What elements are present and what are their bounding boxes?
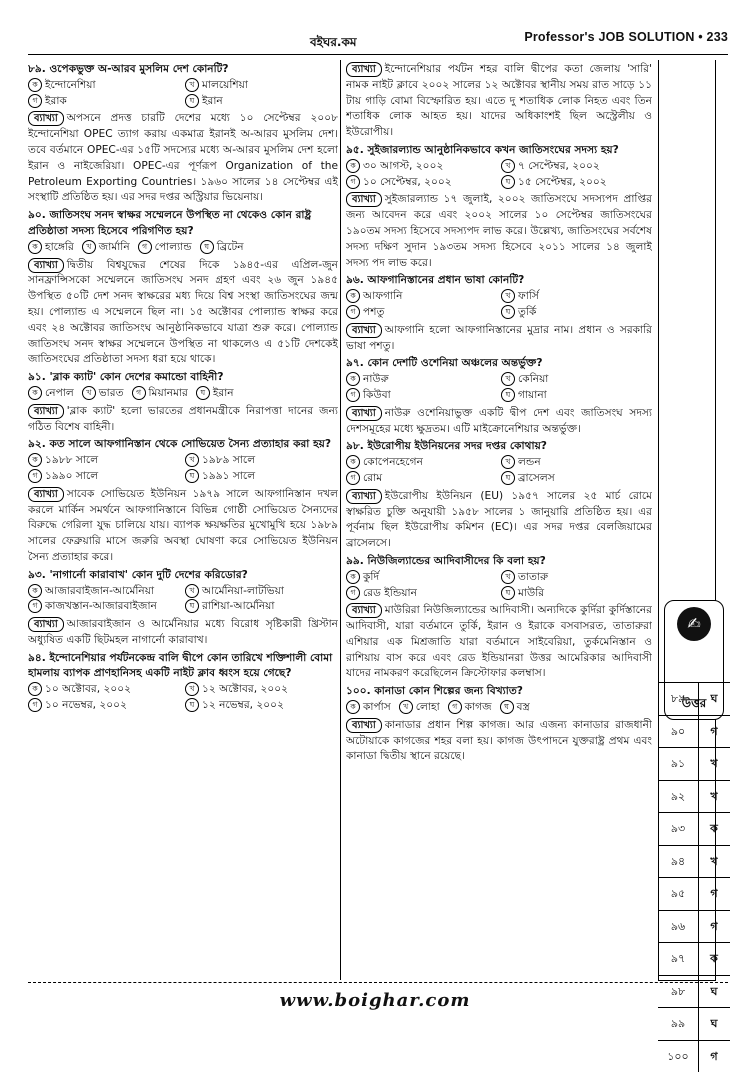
option-item bbox=[138, 240, 192, 256]
answer-number: ৯৯ bbox=[658, 1008, 699, 1040]
explanation-badge: ব্যাখ্যা bbox=[346, 718, 382, 733]
option-text: ৩০ আগস্ট, ২০০২ bbox=[363, 160, 443, 172]
option-text: ১৯৮৮ সালে bbox=[45, 454, 98, 466]
question-text: ৮৯. ওপেকভুক্ত অ-আরব মুসলিম দেশ কোনটি? bbox=[28, 62, 338, 78]
option-letter: খ bbox=[185, 584, 199, 598]
explanation-badge: ব্যাখ্যা bbox=[28, 404, 64, 419]
option-letter: খ bbox=[501, 372, 515, 386]
option-letter: গ bbox=[448, 700, 462, 714]
option-letter: ঘ bbox=[500, 700, 514, 714]
answer-letter: ঘ bbox=[699, 976, 729, 1008]
pen-icon: ✍ bbox=[677, 607, 711, 641]
options-list bbox=[346, 455, 652, 487]
question-block bbox=[28, 208, 338, 368]
option-item bbox=[82, 240, 130, 256]
option-letter: খ bbox=[501, 289, 515, 303]
option-text: তাতারু bbox=[518, 571, 548, 583]
explanation bbox=[346, 718, 652, 765]
option-item bbox=[501, 289, 652, 305]
option-item bbox=[28, 78, 181, 94]
option-letter: ক bbox=[346, 289, 360, 303]
question-block bbox=[28, 651, 338, 714]
answer-row bbox=[658, 845, 730, 878]
answer-row bbox=[658, 910, 730, 943]
option-item bbox=[501, 471, 652, 487]
option-letter: খ bbox=[399, 700, 413, 714]
option-letter: গ bbox=[346, 175, 360, 189]
explanation-text: নাউরু ওশেনিয়াভুক্ত একটি দ্বীপ দেশ এবং জাতিসংঘ সদস্য দেশসমূহের মধ্যে ক্ষুদ্রতম। এটি মাইক্রোনেশিয়ার অন্তর্ভুক্ত। bbox=[346, 407, 652, 435]
option-text: হাঙ্গেরি bbox=[45, 241, 74, 253]
book-title: Professor's JOB SOLUTION • 233 bbox=[524, 30, 728, 44]
answer-row bbox=[658, 780, 730, 813]
option-letter: গ bbox=[28, 469, 42, 483]
option-letter: ঘ bbox=[501, 305, 515, 319]
option-text: ভারত bbox=[99, 387, 124, 399]
option-item bbox=[346, 372, 497, 388]
explanation-badge: ব্যাখ্যা bbox=[28, 111, 64, 126]
option-text: কোপেনহেগেন bbox=[363, 456, 423, 468]
header-divider bbox=[28, 54, 728, 55]
question-text: ৯২. কত সালে আফগানিস্তান থেকে সোভিয়েত সৈন্য প্রত্যাহার করা হয়? bbox=[28, 437, 338, 453]
site-name: বইঘর.কম bbox=[310, 34, 357, 54]
option-text: কার্পাস bbox=[363, 701, 391, 713]
option-text: ব্রাসেলস bbox=[518, 472, 555, 484]
option-letter: ঘ bbox=[196, 386, 210, 400]
option-letter: ঘ bbox=[200, 240, 214, 254]
option-item bbox=[185, 78, 338, 94]
option-item bbox=[501, 305, 652, 321]
option-letter: ক bbox=[346, 372, 360, 386]
option-item bbox=[132, 386, 188, 402]
option-letter: ঘ bbox=[501, 471, 515, 485]
option-item bbox=[501, 586, 652, 602]
explanation-text: সাবেক সোভিয়েত ইউনিয়ন ১৯৭৯ সালে আফগানিস্তান দখল করলে মার্কিন সমর্থনে আফগানিস্তানে বিভিন্ন গোষ্ঠী সোভিয়েত সৈন্যদের বিরুদ্ধে গেরিলা যুদ্ধ চালিয়ে যায়। ব্যাপক ক্ষয়ক্ষতির মুখোমুখি হয়ে ১৯৮৯ সালের ফেব্রুয়ারি মাসে জরুরি অবস্থা ঘোষণা করে সোভিয়েত ইউনিয়ন সৈন্য প্রত্যাহার করে। bbox=[28, 488, 338, 563]
option-item bbox=[399, 700, 440, 716]
answer-number: ৯৭ bbox=[658, 943, 699, 975]
answer-row bbox=[658, 877, 730, 910]
option-letter: খ bbox=[82, 240, 96, 254]
question-block bbox=[346, 62, 652, 141]
explanation-badge: ব্যাখ্যা bbox=[346, 489, 382, 504]
option-text: ১০ নভেম্বর, ২০০২ bbox=[45, 699, 127, 711]
question-text: ৯৩. 'নাগার্নো কারাবাখ' কোন দুটি দেশের করিডোর? bbox=[28, 568, 338, 584]
explanation-text: অপসনে প্রদত্ত চারটি দেশের মধ্যে ১০ সেপ্টেম্বর ২০০৮ ইন্দোনেশিয়া OPEC ত্যাগ করায় একমাত্র ইরানই অ-আরব মুসলিম দেশ। তবে বর্তমানে OPEC-এর ১৫টি সদস্যের মধ্যে অ-আরব মুসলিম দেশ হলো ইরান ও নাইজেরিয়া। OPEC-এর পূর্ণরূপ Organization of the Petroleum Exporting Countries। ১৯৬০ সালের ১৪ সেপ্টেম্বর এই সংস্থাটি প্রতিষ্ঠিত হয়। এর সদর দপ্তর অস্ট্রিয়ার ভিয়েনায়। bbox=[28, 112, 338, 203]
option-text: জার্মানি bbox=[99, 241, 130, 253]
option-item bbox=[501, 388, 652, 404]
answer-row bbox=[658, 812, 730, 845]
option-text: আর্মেনিয়া-লাটভিয়া bbox=[202, 585, 284, 597]
options-list bbox=[28, 78, 338, 110]
explanation-badge: ব্যাখ্যা bbox=[346, 406, 382, 421]
option-letter: খ bbox=[501, 159, 515, 173]
option-text: ১২ নভেম্বর, ২০০২ bbox=[202, 699, 284, 711]
explanation-badge: ব্যাখ্যা bbox=[346, 603, 382, 618]
explanation-text: আফগানি হলো আফগানিস্তানের মুদ্রার নাম। প্রধান ও সরকারি ভাষা পশতু। bbox=[346, 324, 652, 352]
option-letter: খ bbox=[185, 78, 199, 92]
option-item bbox=[346, 455, 497, 471]
explanation bbox=[28, 617, 338, 649]
options-list bbox=[28, 584, 338, 616]
question-text: ৯৯. নিউজিল্যান্ডের আদিবাসীদের কি বলা হয়? bbox=[346, 554, 652, 570]
answer-letter: ঘ bbox=[699, 1008, 729, 1040]
explanation-text: ইন্দোনেশিয়ার পর্যটন শহর বালি দ্বীপের কতা জেলায় 'সারি' নামক নাইট ক্লাবে ২০০২ সালের ১২ অক্টোবর স্থানীয় সময় রাত সাড়ে ১১ টায় গাড়ি বোমা বিস্ফোরিত হয়। এতে দু শতাধিক লোক নিহত এবং তিন শতাধিক লোক আহত হয়। যাদের অধিকাংশই ছিল অস্ট্রেলীয় ও ইউরোপীয়। bbox=[346, 63, 652, 138]
option-item bbox=[346, 388, 497, 404]
option-item bbox=[185, 698, 338, 714]
option-item bbox=[185, 682, 338, 698]
option-letter: গ bbox=[28, 698, 42, 712]
question-text: ৯৭. কোন দেশটি ওশেনিয়া অঞ্চলের অন্তর্ভুক্ত? bbox=[346, 356, 652, 372]
answer-number: ১০০ bbox=[658, 1041, 699, 1072]
answer-row bbox=[658, 1040, 730, 1072]
option-text: কুর্দি bbox=[363, 571, 379, 583]
explanation bbox=[346, 406, 652, 438]
option-item bbox=[346, 471, 497, 487]
option-text: ১৫ সেপ্টেম্বর, ২০০২ bbox=[518, 176, 607, 188]
option-letter: খ bbox=[501, 455, 515, 469]
answer-letter: ক bbox=[699, 813, 729, 845]
answer-letter: খ bbox=[699, 748, 729, 780]
question-block bbox=[346, 439, 652, 552]
question-text: ৯৫. সুইজারল্যান্ড আনুষ্ঠানিকভাবে কখন জাতিসংঘের সদস্য হয়? bbox=[346, 143, 652, 159]
option-letter: ঘ bbox=[185, 94, 199, 108]
explanation bbox=[346, 603, 652, 682]
option-text: ১০ সেপ্টেম্বর, ২০০২ bbox=[363, 176, 452, 188]
footer-divider bbox=[28, 982, 728, 983]
option-text: ইন্দোনেশিয়া bbox=[45, 79, 96, 91]
explanation bbox=[346, 323, 652, 355]
option-item bbox=[185, 453, 338, 469]
option-item bbox=[196, 386, 234, 402]
option-text: নাউরু bbox=[363, 373, 389, 385]
option-letter: ঘ bbox=[501, 586, 515, 600]
answer-key-label: উত্তর bbox=[665, 695, 723, 715]
option-item bbox=[346, 289, 497, 305]
option-item bbox=[500, 700, 530, 716]
option-letter: খ bbox=[501, 570, 515, 584]
option-text: তুর্কি bbox=[518, 306, 536, 318]
option-item bbox=[28, 682, 181, 698]
option-text: মালয়েশিয়া bbox=[202, 79, 248, 91]
question-block bbox=[346, 356, 652, 437]
footer-url: www.boighar.com bbox=[0, 990, 750, 1011]
option-text: ১৯৮৯ সালে bbox=[202, 454, 255, 466]
option-letter: গ bbox=[28, 94, 42, 108]
option-letter: ঘ bbox=[501, 175, 515, 189]
option-text: ১০ অক্টোবর, ২০০২ bbox=[45, 683, 131, 695]
page-header bbox=[0, 0, 750, 55]
option-text: রেড ইন্ডিয়ান bbox=[363, 587, 417, 599]
option-text: নেপাল bbox=[45, 387, 74, 399]
option-item bbox=[346, 305, 497, 321]
answer-letter: গ bbox=[699, 878, 729, 910]
option-letter: ঘ bbox=[185, 698, 199, 712]
option-letter: গ bbox=[132, 386, 146, 400]
option-item bbox=[28, 240, 74, 256]
option-item bbox=[28, 584, 181, 600]
answer-row bbox=[658, 715, 730, 748]
option-letter: গ bbox=[138, 240, 152, 254]
option-text: লন্ডন bbox=[518, 456, 541, 468]
option-text: ইরাক bbox=[45, 95, 67, 107]
question-block bbox=[346, 143, 652, 271]
question-text: ৯৬. আফগানিস্তানের প্রধান ভাষা কোনটি? bbox=[346, 273, 652, 289]
option-item bbox=[448, 700, 492, 716]
explanation-badge: ব্যাখ্যা bbox=[28, 487, 64, 502]
answer-number: ৯৩ bbox=[658, 813, 699, 845]
option-text: ১৯৯১ সালে bbox=[202, 470, 255, 482]
option-letter: গ bbox=[346, 471, 360, 485]
answer-letter: গ bbox=[699, 1041, 729, 1072]
explanation-text: সুইজারল্যান্ড ১৭ জুলাই, ২০০২ জাতিসংঘে সদস্যপদ প্রাপ্তির জন্য আবেদন করে এবং ২০০২ সালের ১০ সেপ্টেম্বর জাতিসংঘের ১৯০তম সদস্য হিসেবে সদস্যপদ লাভ করে। উল্লেখ্য, জাতিসংঘের সর্বশেষ সদস্য দক্ষিণ সুদান ১৯৩তম সদস্য হিসেবে ২০১১ সালের ১৪ জুলাই সদস্য পদ লাভ করে। bbox=[346, 193, 652, 268]
answer-letter: খ bbox=[699, 781, 729, 813]
option-text: কাজখস্তান-আজারবাইজান bbox=[45, 600, 157, 612]
options-list bbox=[346, 289, 652, 321]
explanation-badge: ব্যাখ্যা bbox=[346, 62, 382, 77]
option-text: রোম bbox=[363, 472, 382, 484]
column-divider bbox=[340, 60, 341, 980]
option-text: আফগানি bbox=[363, 290, 402, 302]
option-item bbox=[501, 159, 652, 175]
answer-letter: খ bbox=[699, 846, 729, 878]
option-text: কেনিয়া bbox=[518, 373, 548, 385]
option-letter: গ bbox=[346, 305, 360, 319]
answer-row bbox=[658, 682, 730, 715]
option-letter: ক bbox=[346, 455, 360, 469]
option-item bbox=[28, 94, 181, 110]
option-item bbox=[501, 175, 652, 191]
options-list bbox=[28, 453, 338, 485]
option-letter: ঘ bbox=[185, 599, 199, 613]
option-letter: ক bbox=[346, 159, 360, 173]
answer-row bbox=[658, 1007, 730, 1040]
options-list bbox=[346, 159, 652, 191]
answer-number: ৯৫ bbox=[658, 878, 699, 910]
options-list bbox=[28, 682, 338, 714]
answer-number: ৮৯ bbox=[658, 683, 699, 715]
question-block bbox=[28, 437, 338, 565]
answer-letter: গ bbox=[699, 716, 729, 748]
explanation bbox=[28, 111, 338, 206]
question-text: ৯৪. ইন্দোনেশিয়ার পর্যটনকেন্দ্র বালি দ্বীপে কোন তারিখে শক্তিশালী বোমা হামলায় ব্যাপক প্রাণহানিসহ একটি নাইট ক্লাব ধ্বংস হয়ে গেছে? bbox=[28, 651, 338, 683]
option-item bbox=[346, 159, 497, 175]
explanation-badge: ব্যাখ্যা bbox=[28, 617, 64, 632]
explanation-text: কানাডার প্রধান শিল্প কাগজ। আর এজন্য কানাডার রাজধানী অটোয়াকে কাগজের শহর বলা হয়। কাগজ উৎপাদনে যুক্তরাষ্ট্র প্রথম এবং কানাডা দ্বিতীয় স্থানে রয়েছে। bbox=[346, 719, 652, 763]
question-block bbox=[346, 554, 652, 682]
answer-sidebar bbox=[658, 60, 730, 980]
options-list bbox=[28, 386, 338, 402]
option-item bbox=[185, 94, 338, 110]
answer-letter: গ bbox=[699, 911, 729, 943]
answer-letter: ঘ bbox=[699, 683, 729, 715]
answer-list bbox=[658, 682, 730, 1072]
answer-letter: ক bbox=[699, 943, 729, 975]
options-list bbox=[346, 570, 652, 602]
option-text: ৭ সেপ্টেম্বর, ২০০২ bbox=[518, 160, 600, 172]
option-text: ১২ অক্টোবর, ২০০২ bbox=[202, 683, 288, 695]
explanation-badge: ব্যাখ্যা bbox=[28, 258, 64, 273]
option-text: মিয়ানমার bbox=[149, 387, 188, 399]
option-item bbox=[185, 599, 338, 615]
option-letter: ক bbox=[346, 570, 360, 584]
option-item bbox=[501, 570, 652, 586]
option-text: কাগজ bbox=[465, 701, 492, 713]
question-block bbox=[28, 370, 338, 435]
left-column bbox=[28, 60, 338, 980]
option-item bbox=[28, 453, 181, 469]
option-text: রাশিয়া-আর্মেনিয়া bbox=[202, 600, 275, 612]
answer-number: ৯৬ bbox=[658, 911, 699, 943]
answer-number: ৯০ bbox=[658, 716, 699, 748]
options-list bbox=[28, 240, 338, 256]
option-text: ব্রিটেন bbox=[217, 241, 244, 253]
question-block bbox=[346, 273, 652, 354]
option-text: লোহা bbox=[416, 701, 440, 713]
option-item bbox=[185, 469, 338, 485]
option-item bbox=[346, 700, 391, 716]
answer-number: ৯১ bbox=[658, 748, 699, 780]
option-letter: খ bbox=[82, 386, 96, 400]
option-letter: ক bbox=[346, 700, 360, 714]
option-item bbox=[200, 240, 244, 256]
option-letter: ক bbox=[28, 78, 42, 92]
question-text: ৯৮. ইউরোপীয় ইউনিয়নের সদর দপ্তর কোথায়? bbox=[346, 439, 652, 455]
option-item bbox=[185, 584, 338, 600]
question-block bbox=[346, 684, 652, 765]
explanation bbox=[28, 258, 338, 369]
option-item bbox=[82, 386, 124, 402]
answer-number: ৯৪ bbox=[658, 846, 699, 878]
answer-number: ৯২ bbox=[658, 781, 699, 813]
option-letter: ক bbox=[28, 453, 42, 467]
explanation bbox=[28, 404, 338, 436]
options-list bbox=[346, 372, 652, 404]
option-item bbox=[28, 386, 74, 402]
option-item bbox=[346, 175, 497, 191]
option-item bbox=[28, 698, 181, 714]
options-list bbox=[346, 700, 652, 716]
option-letter: গ bbox=[346, 586, 360, 600]
option-letter: ক bbox=[28, 584, 42, 598]
explanation-badge: ব্যাখ্যা bbox=[346, 192, 382, 207]
option-item bbox=[28, 469, 181, 485]
question-block bbox=[28, 62, 338, 206]
question-text: ৯০. জাতিসংঘ সনদ স্বাক্ষর সম্মেলনে উপস্থিত না থেকেও কোন রাষ্ট্র প্রতিষ্ঠাতা সদস্য হিসেবে পরিগণিত হয়? bbox=[28, 208, 338, 240]
option-text: গায়ানা bbox=[518, 389, 547, 401]
explanation-text: মাউরিরা নিউজিল্যান্ডের আদিবাসী। অন্যদিকে কুর্দিরা কুর্দিস্তানের আদিবাসী, যারা বর্তমানে তুর্কি, ইরান ও ইরাকে বসবাসরত, তাতারুরা এশিয়ার এক মিশ্রজাতি যারা বর্তমানে সাইবেরিয়া, তুর্কমেনিস্তান ও রাশিয়ায় বাস করে এবং রেড ইন্ডিয়ানরা উত্তর আমেরিকার আদিবাসী যাদের নামকরণ করেছিলেন ক্রিস্টোফার কলম্বাস। bbox=[346, 604, 652, 679]
explanation-text: দ্বিতীয় বিশ্বযুদ্ধের শেষের দিকে ১৯৪৫-এর এপ্রিল-জুন সানফ্রান্সিসকো সম্মেলনে জাতিসংঘ সনদ গ্রহণ এবং ২৬ জুন ১৯৪৫ উপস্থিত ৫০টি দেশ সনদ স্বাক্ষরের মধ্য দিয়ে বিশ্ব সংস্থা জাতিসংঘের জন্ম হয়। পোল্যান্ড এ সম্মেলনে ছিল না। ১৫ অক্টোবর পোল্যান্ড স্বাক্ষর করে এবং ২৪ অক্টোবর জাতিসংঘ আনুষ্ঠানিকভাবে যাত্রা শুরু করে। পোল্যান্ড জাতিসংঘ সনদ স্বাক্ষর সম্মেলনে উপস্থিত না থাকলেও এ ৫১টি দেশকেই জাতিসংঘের প্রতিষ্ঠাতা সদস্য ধরা হয়ে থাকে। bbox=[28, 259, 338, 366]
option-item bbox=[501, 455, 652, 471]
question-text: ১০০. কানাডা কোন শিল্পের জন্য বিখ্যাত? bbox=[346, 684, 652, 700]
answer-number: ৯৮ bbox=[658, 976, 699, 1008]
explanation-text: আজারবাইজান ও আর্মেনিয়ার মধ্যে বিরোধ সৃষ্টিকারী খ্রিস্টান অধ্যুষিত একটি ছিটমহল নাগার্নো কারাবাখ। bbox=[28, 618, 338, 646]
option-item bbox=[501, 372, 652, 388]
explanation bbox=[346, 62, 652, 141]
option-letter: খ bbox=[185, 682, 199, 696]
option-text: আজারবাইজান-আর্মেনিয়া bbox=[45, 585, 154, 597]
answer-row bbox=[658, 747, 730, 780]
answer-row bbox=[658, 942, 730, 975]
option-letter: ঘ bbox=[501, 388, 515, 402]
explanation-text: ইউরোপীয় ইউনিয়ন (EU) ১৯৫৭ সালের ২৫ মার্চ রোমে স্বাক্ষরিত চুক্তি অনুযায়ী ১৯৫৮ সালের ১ জানুয়ারি প্রতিষ্ঠিত হয়। এর পূর্বনাম ছিল ইউরোপীয় কমিশন (EC)। এর সদর দপ্তর বেলজিয়ামের ব্রাসেলসে। bbox=[346, 490, 652, 549]
option-text: ফার্সি bbox=[518, 290, 539, 302]
option-text: পশতু bbox=[363, 306, 384, 318]
option-text: ইরান bbox=[202, 95, 223, 107]
option-item bbox=[28, 599, 181, 615]
option-letter: ক bbox=[28, 240, 42, 254]
option-text: ১৯৯০ সালে bbox=[45, 470, 98, 482]
right-column bbox=[346, 60, 652, 980]
option-text: মাউরি bbox=[518, 587, 544, 599]
option-letter: খ bbox=[185, 453, 199, 467]
explanation bbox=[346, 489, 652, 552]
question-text: ৯১. 'ব্লাক ক্যাট' কোন দেশের কমান্ডো বাহিনী? bbox=[28, 370, 338, 386]
explanation-badge: ব্যাখ্যা bbox=[346, 323, 382, 338]
option-letter: গ bbox=[28, 599, 42, 613]
explanation bbox=[346, 192, 652, 271]
option-text: পোল্যান্ড bbox=[155, 241, 192, 253]
option-text: ইরান bbox=[213, 387, 234, 399]
explanation-text: 'ব্লাক ক্যাট' হলো ভারতের প্রধানমন্ত্রীকে নিরাপত্তা দানের জন্য গঠিত বিশেষ বাহিনী। bbox=[28, 405, 338, 433]
option-item bbox=[346, 570, 497, 586]
option-item bbox=[346, 586, 497, 602]
option-letter: ক bbox=[28, 682, 42, 696]
explanation bbox=[28, 487, 338, 566]
question-block bbox=[28, 568, 338, 649]
option-letter: ঘ bbox=[185, 469, 199, 483]
option-text: কিউবা bbox=[363, 389, 391, 401]
option-letter: ক bbox=[28, 386, 42, 400]
option-letter: গ bbox=[346, 388, 360, 402]
option-text: বস্ত্র bbox=[517, 701, 530, 713]
